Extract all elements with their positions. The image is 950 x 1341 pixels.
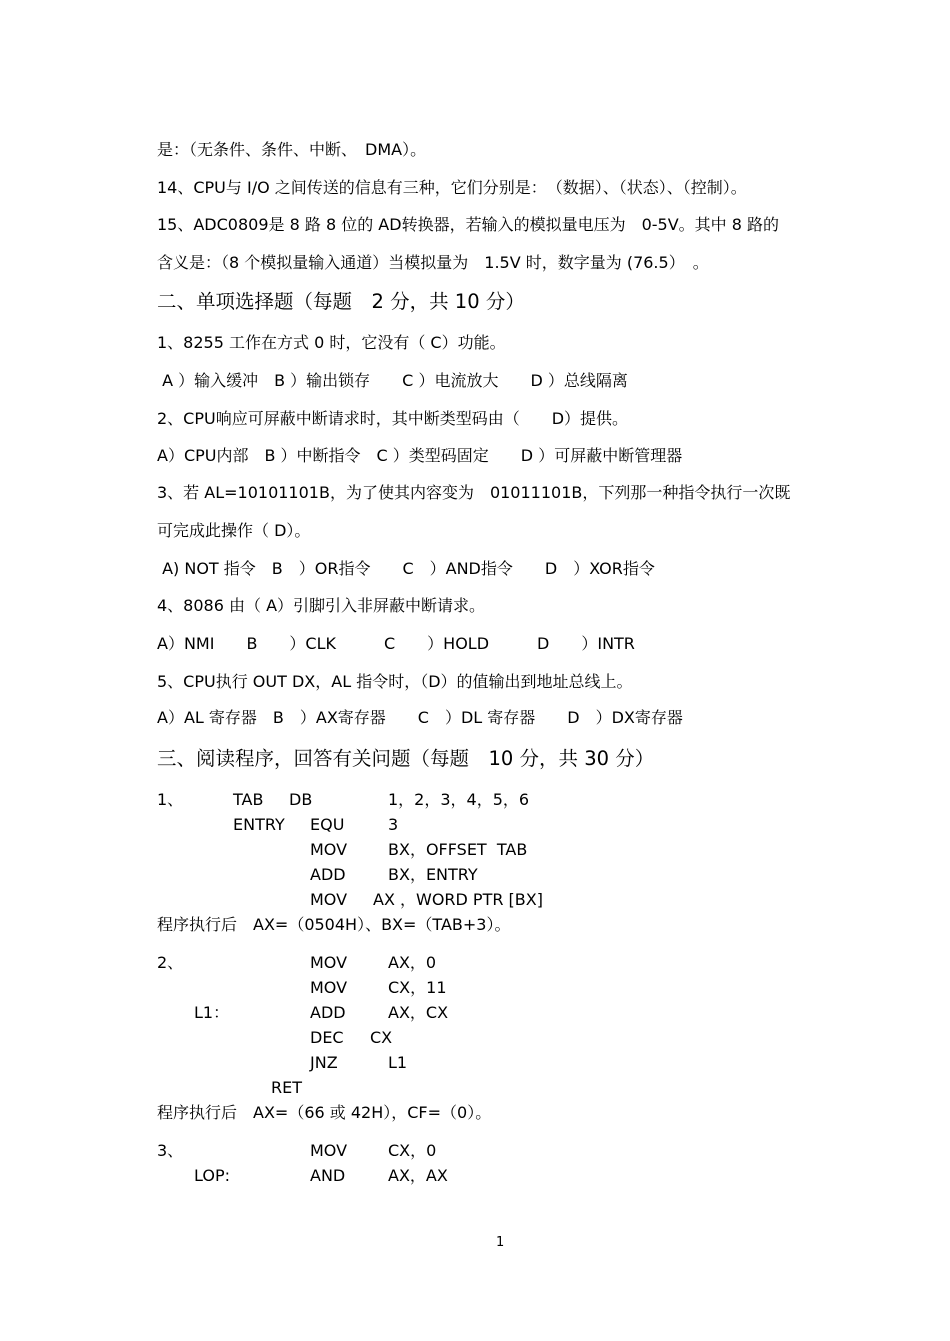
code-op: MOV — [310, 953, 348, 972]
code-operand: AX，0 — [388, 953, 437, 972]
code-operand: AX，AX — [388, 1166, 448, 1185]
code-op: JNZ — [310, 1053, 338, 1072]
code-label: ENTRY — [233, 815, 285, 834]
program-answer: 程序执行后 AX=（0504H）、BX=（TAB+3）。 — [157, 915, 511, 934]
code-op: MOV — [310, 1141, 348, 1160]
text-line: 14、CPU与 I/O 之间传送的信息有三种，它们分别是： （数据）、（状态）、（控制）。 — [157, 178, 747, 197]
text-line: 含义是：（8 个模拟量输入通道）当模拟量为 1.5V 时，数字量为 (76.5） 。 — [157, 253, 709, 272]
code-label: L1： — [194, 1003, 230, 1022]
code-operand: AX，CX — [388, 1003, 449, 1022]
page-number: 1 — [496, 1235, 505, 1250]
code-operand: BX，ENTRY — [388, 865, 478, 884]
question-4-options: A）NMI B ）CLK C ）HOLD D ）INTR — [157, 634, 635, 653]
question-2-options: A）CPU内部 B ）中断指令 C ）类型码固定 D ）可屏蔽中断管理器 — [157, 446, 683, 465]
code-operand: CX — [370, 1028, 393, 1047]
question-1-options: A ）输入缓冲 B ）输出锁存 C ）电流放大 D ）总线隔离 — [157, 371, 628, 390]
question-3: 3、若 AL=10101101B，为了使其内容变为 01011101B，下列那一种指令执行一次既 — [157, 483, 791, 502]
code-op: ADD — [310, 1003, 346, 1022]
code-label: LOP: — [194, 1166, 230, 1185]
code-operand: 1，2，3，4，5，6 — [388, 790, 530, 809]
code-operand: AX ，WORD PTR [BX] — [373, 890, 543, 909]
code-op: DEC — [310, 1028, 344, 1047]
code-op: EQU — [310, 815, 345, 834]
program-answer: 程序执行后 AX=（66 或 42H），CF=（0）。 — [157, 1103, 492, 1122]
program-number: 2、 — [157, 953, 184, 972]
program-number: 1、 — [157, 790, 184, 809]
code-op: MOV — [310, 890, 348, 909]
text-line: 15、ADC0809是 8 路 8 位的 AD转换器，若输入的模拟量电压为 0-5V。其中 8 路的 — [157, 215, 780, 234]
code-operand: BX，OFFSET TAB — [388, 840, 528, 859]
text-line: 是：（无条件、条件、中断、 DMA）。 — [157, 140, 427, 159]
code-op: MOV — [310, 978, 348, 997]
program-number: 3、 — [157, 1141, 184, 1160]
question-1: 1、8255 工作在方式 0 时，它没有（ C）功能。 — [157, 333, 506, 352]
code-operand: CX，0 — [388, 1141, 437, 1160]
section-heading: 三、阅读程序，回答有关问题（每题 10 分，共 30 分） — [157, 747, 655, 770]
question-3-options: A) NOT 指令 B ）OR指令 C ）AND指令 D ）XOR指令 — [157, 559, 655, 578]
question-4: 4、8086 由（ A）引脚引入非屏蔽中断请求。 — [157, 596, 486, 615]
code-label: TAB — [233, 790, 264, 809]
code-operand: 3 — [388, 815, 399, 834]
code-label: RET — [271, 1078, 302, 1097]
section-heading: 二、单项选择题（每题 2 分，共 10 分） — [157, 290, 525, 313]
code-operand: CX，11 — [388, 978, 447, 997]
code-op: AND — [310, 1166, 346, 1185]
code-op: MOV — [310, 840, 348, 859]
code-op: ADD — [310, 865, 346, 884]
code-operand: L1 — [388, 1053, 408, 1072]
code-op: DB — [289, 790, 313, 809]
question-5-options: A）AL 寄存器 B ）AX寄存器 C ）DL 寄存器 D ）DX寄存器 — [157, 708, 683, 727]
question-3-cont: 可完成此操作（ D）。 — [157, 521, 311, 540]
question-2: 2、CPU响应可屏蔽中断请求时，其中断类型码由（ D）提供。 — [157, 409, 629, 428]
question-5: 5、CPU执行 OUT DX，AL 指令时，（D）的值输出到地址总线上。 — [157, 672, 633, 691]
